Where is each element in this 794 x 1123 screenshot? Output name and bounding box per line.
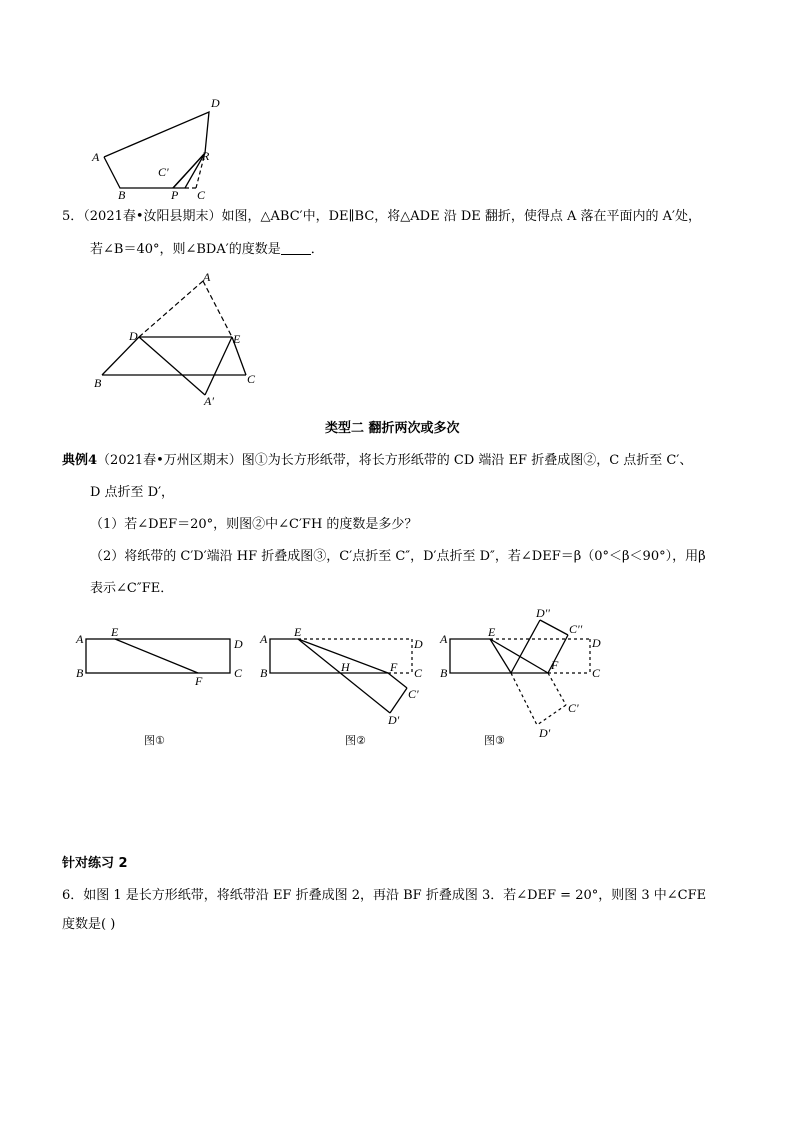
q5-line1: 5．（2021春•汝阳县期末）如图，△ABC′中，DE∥BC，将△ADE 沿 DE 翻折，使得点 A 落在平面内的 A′处， <box>62 209 701 224</box>
label-P: P <box>171 188 179 202</box>
figure-2-caption: 图② <box>345 734 366 747</box>
label-F: F <box>195 674 203 688</box>
label-C-prime: C' <box>158 165 169 179</box>
label-B: B <box>118 188 126 202</box>
label-D-double-prime: D'' <box>536 606 550 620</box>
label-E: E <box>233 332 241 346</box>
label-D-prime: D' <box>539 726 551 740</box>
label-C: C <box>592 666 601 680</box>
label-D: D <box>592 636 601 650</box>
label-D: D <box>129 329 138 343</box>
example4-lead: 典例4 <box>62 453 98 468</box>
label-R: R <box>202 149 210 163</box>
label-C: C <box>247 372 256 386</box>
q5-line2-text: 若∠B＝40°，则∠BDA′的度数是 <box>90 242 281 257</box>
label-C: C <box>234 666 243 680</box>
section-title: 类型二 翻折两次或多次 <box>325 421 460 436</box>
label-D-prime: D' <box>388 713 400 727</box>
figure-1-caption: 图① <box>144 734 165 747</box>
label-D: D <box>211 96 220 110</box>
label-A: A <box>440 632 448 646</box>
label-E: E <box>111 625 119 639</box>
example4-part2: （2）将纸带的 C′D′端沿 HF 折叠成图③，C′点折至 C″，D′点折至 D″，若∠DEF＝β（0°＜β＜90°），用β <box>90 549 706 564</box>
q6-line2: 度数是( ) <box>62 917 116 932</box>
label-A-prime: A′ <box>204 394 214 408</box>
label-C: C <box>414 666 423 680</box>
label-A: A <box>76 632 84 646</box>
example4-part2b: 表示∠C″FE． <box>90 581 174 596</box>
label-B: B <box>76 666 84 680</box>
label-B: B <box>440 666 448 680</box>
practice-title: 针对练习 2 <box>62 856 128 871</box>
label-C-prime: C' <box>568 701 579 715</box>
label-D: D <box>234 637 243 651</box>
label-E: E <box>294 625 302 639</box>
example4-text: （2021春•万州区期末）图①为长方形纸带，将长方形纸带的 CD 端沿 EF 折叠成图②，C 点折至 C′、 <box>97 453 693 468</box>
label-E: E <box>488 625 496 639</box>
figure-3-caption: 图③ <box>484 734 505 747</box>
label-A: A <box>203 270 211 284</box>
example4-part1: （1）若∠DEF＝20°，则图②中∠C′FH 的度数是多少？ <box>90 517 418 532</box>
label-C: C <box>197 188 206 202</box>
label-B: B <box>94 376 102 390</box>
example4-line2: D 点折至 D′， <box>90 485 175 500</box>
q6-line1: 6．如图 1 是长方形纸带，将纸带沿 EF 折叠成图 2，再沿 BF 折叠成图 3．若∠DEF = 20°，则图 3 中∠CFE <box>62 888 707 903</box>
label-D: D <box>414 637 423 651</box>
label-H: H <box>341 660 350 674</box>
label-F: F <box>551 658 559 672</box>
label-B: B <box>260 666 268 680</box>
label-A: A <box>260 632 268 646</box>
label-C-prime: C' <box>408 687 419 701</box>
q5-line2-end: ． <box>310 242 324 257</box>
label-A: A <box>92 150 100 164</box>
label-F: F <box>390 660 398 674</box>
label-C-double-prime: C'' <box>569 622 583 636</box>
